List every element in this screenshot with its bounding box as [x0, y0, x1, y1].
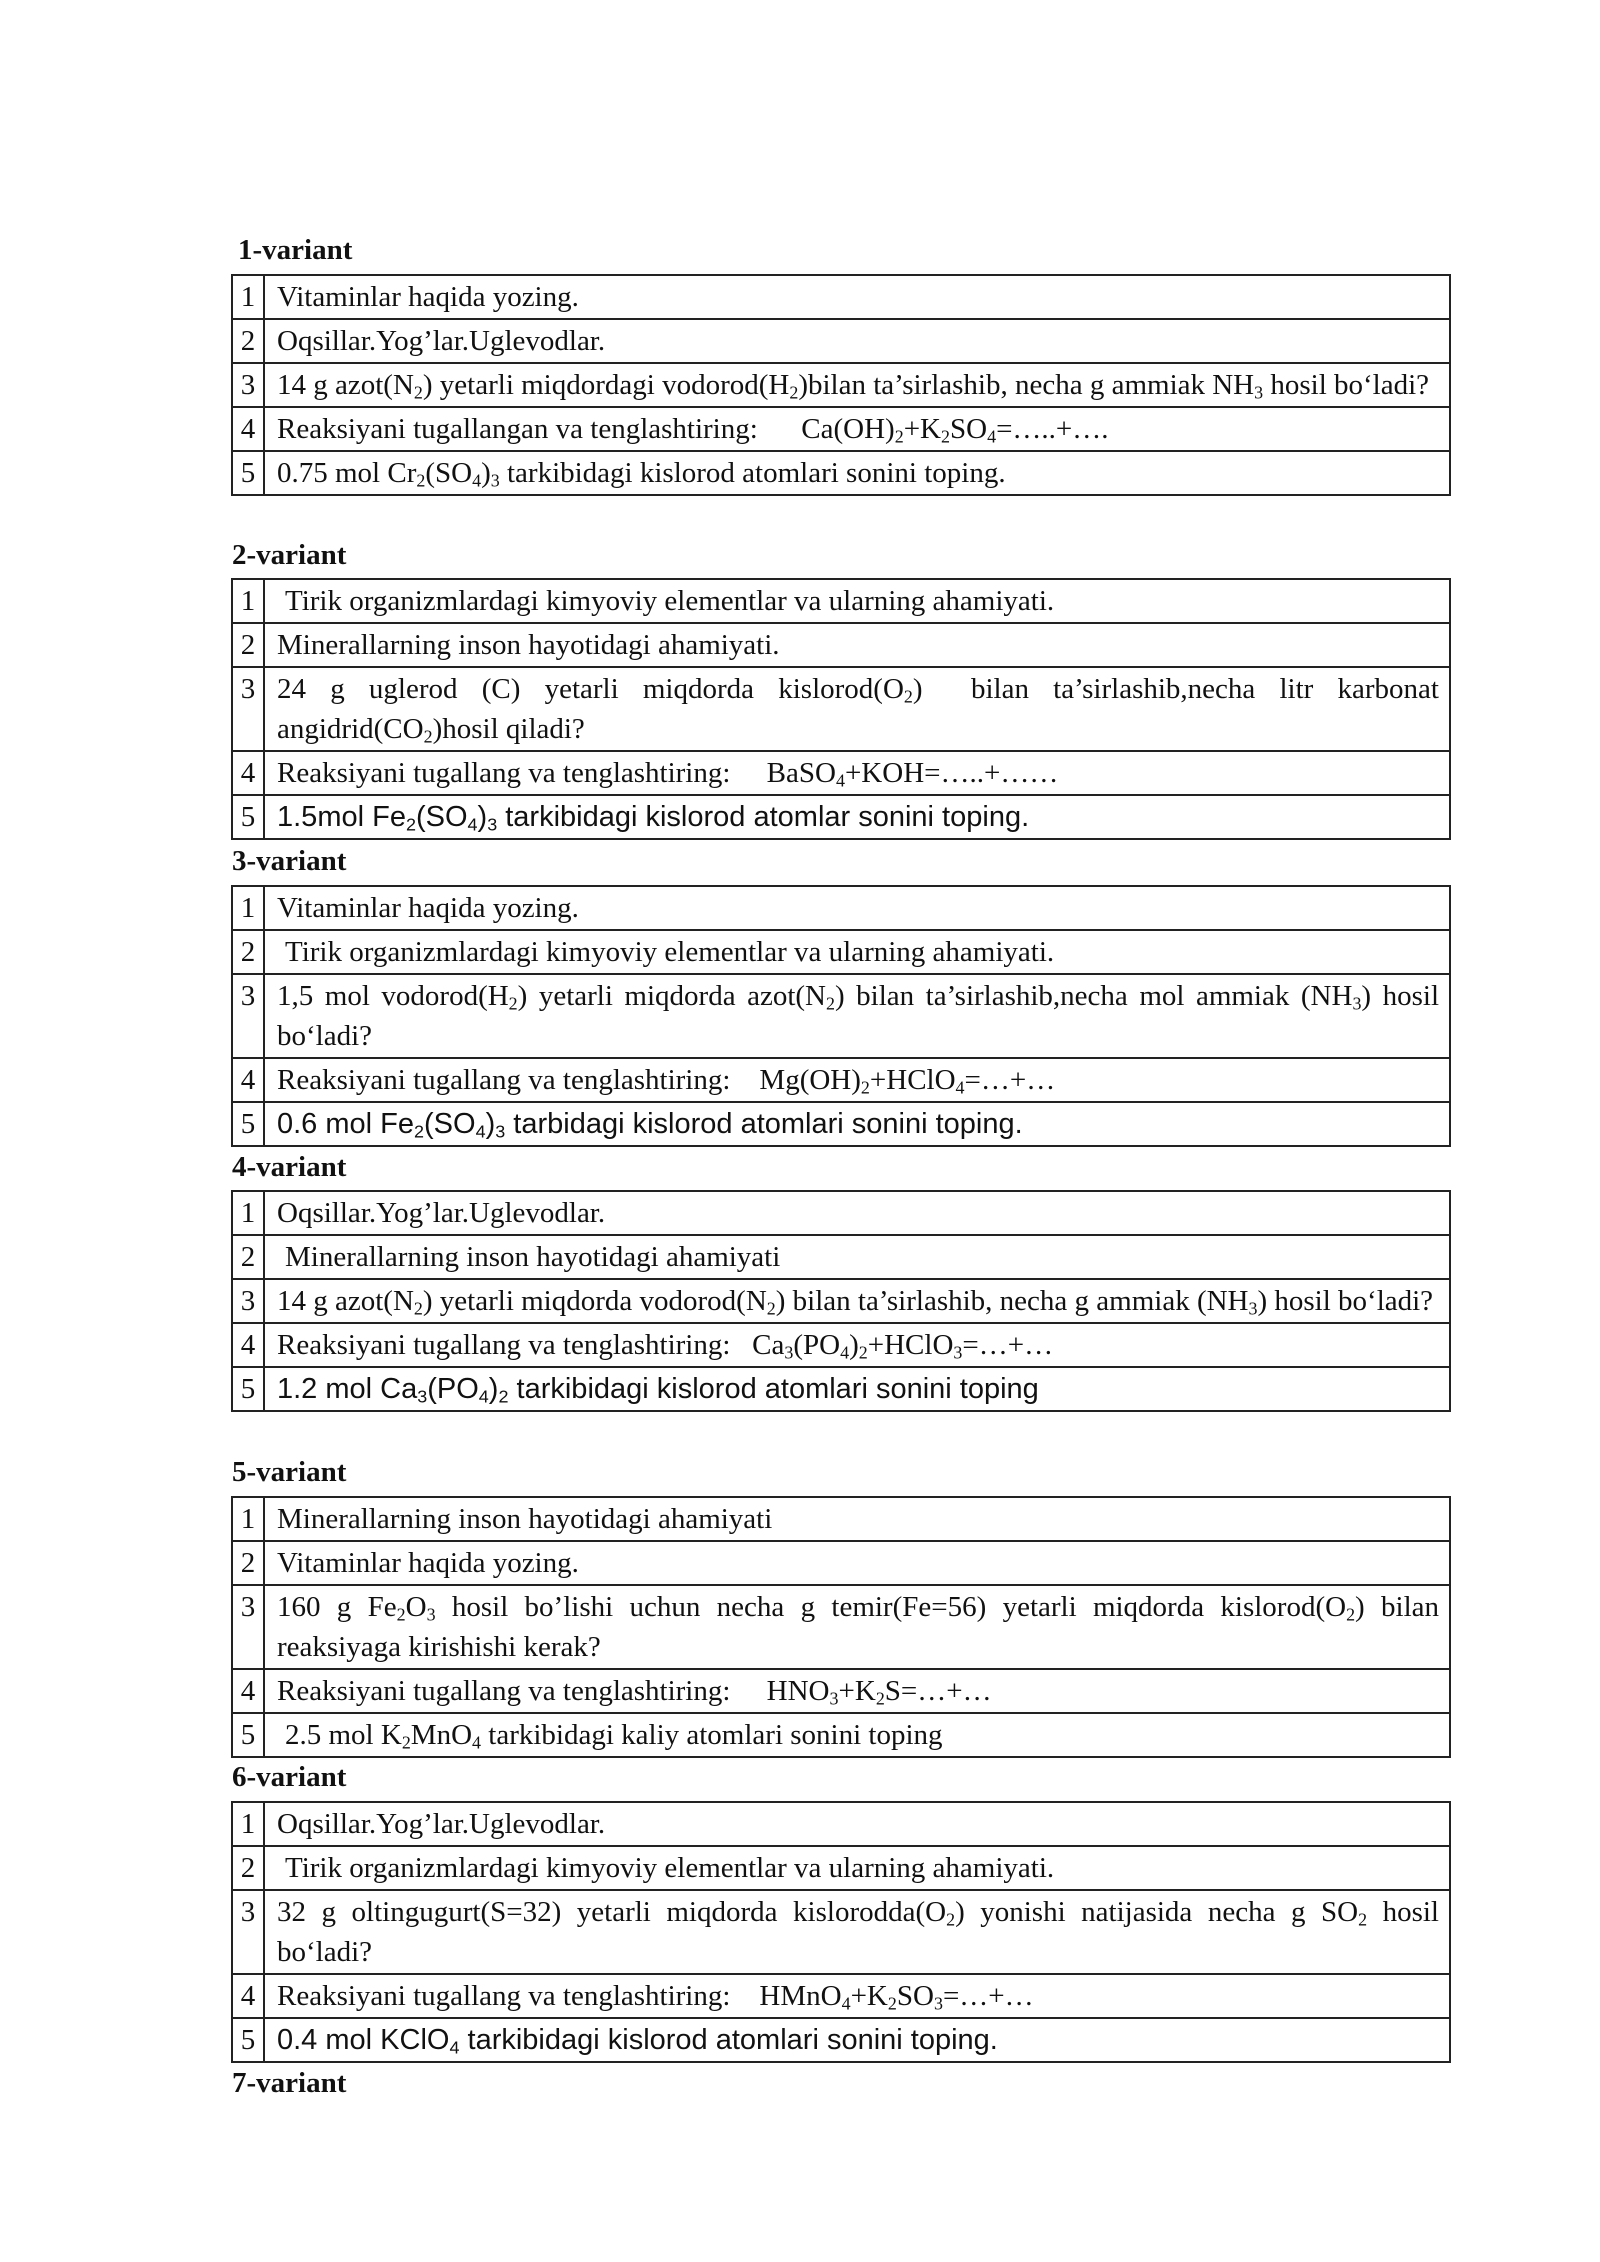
question-text: 0.6 mol $Fe_2(SO_4)_3$ tarbidagi kislorod atomlari sonini toping.: [264, 1102, 1450, 1146]
question-row: [232, 1974, 1450, 2018]
question-text: 24 g uglerod (C) yetarli miqdorda $kislorod(O_2)$ bilan ta’sirlashib,necha litr karbonat $angidrid(CO_2)hosil$ qiladi?: [264, 667, 1450, 751]
question-text: 14 g $azot(N_2)$ yetarli miqdordagi $vodorod(H_2)bilan$ ta’sirlashib, necha g ammiak $NH_3$ hosil bo‘ladi?: [264, 363, 1450, 407]
question-number: 3: [232, 363, 264, 407]
question-text: Reaksiyani tugallang va tenglashtiring: $Ca_3(PO_4)_2+HClO_3=\dots+\dots$: [264, 1323, 1450, 1367]
question-text: 2.5 mol $K_2MnO_4$ tarkibidagi kaliy atomlari sonini toping: [264, 1713, 1450, 1757]
variant-table: [231, 1801, 1451, 2063]
question-text: Tirik organizmlardagi kimyoviy elementlar va ularning ahamiyati.: [264, 579, 1450, 623]
variant-title: 6-variant: [232, 1761, 347, 1793]
question-text: 1.2 mol $Ca_3(PO_4)_2$ tarkibidagi kislorod atomlari sonini toping: [264, 1367, 1450, 1411]
question-row: [232, 1846, 1450, 1890]
question-text: 0.75 mol $Cr_2(SO_4)_3$ tarkibidagi kislorod atomlari sonini toping.: [264, 451, 1450, 495]
variant-table: [231, 274, 1451, 496]
variant-title: 2-variant: [232, 539, 347, 571]
question-number: 1: [232, 1802, 264, 1846]
question-text: Reaksiyani tugallang va tenglashtiring: $Mg(OH)_2+HClO_4=\dots+\dots$: [264, 1058, 1450, 1102]
question-text: Oqsillar.Yog’lar.Uglevodlar.: [264, 319, 1450, 363]
question-row: [232, 1191, 1450, 1235]
question-row: [232, 407, 1450, 451]
question-row: [232, 275, 1450, 319]
question-text: Tirik organizmlardagi kimyoviy elementlar va ularning ahamiyati.: [264, 930, 1450, 974]
question-number: 1: [232, 579, 264, 623]
question-text: Minerallarning inson hayotidagi ahamiyati.: [264, 623, 1450, 667]
question-row: [232, 451, 1450, 495]
question-number: 2: [232, 319, 264, 363]
question-number: 3: [232, 1279, 264, 1323]
question-row: [232, 1541, 1450, 1585]
question-number: 4: [232, 1058, 264, 1102]
variant-title: 5-variant: [232, 1456, 347, 1488]
question-row: [232, 1279, 1450, 1323]
question-text: Tirik organizmlardagi kimyoviy elementlar va ularning ahamiyati.: [264, 1846, 1450, 1890]
variant-table: [231, 1190, 1451, 1412]
question-row: [232, 1890, 1450, 1974]
question-number: 5: [232, 795, 264, 839]
question-text: 14 g $azot(N_2)$ yetarli miqdorda $vodorod(N_2)$ bilan ta’sirlashib, necha g ammiak $(NH_3)$ hosil bo‘ladi?: [264, 1279, 1450, 1323]
variant-table: [231, 578, 1451, 840]
question-row: [232, 319, 1450, 363]
question-row: [232, 1323, 1450, 1367]
question-number: 3: [232, 1585, 264, 1669]
question-number: 2: [232, 930, 264, 974]
question-number: 2: [232, 623, 264, 667]
question-text: Reaksiyani tugallang va tenglashtiring: $HNO_3+K_2S=\dots+\dots$: [264, 1669, 1450, 1713]
variant-table: [231, 1496, 1451, 1758]
question-number: 3: [232, 1890, 264, 1974]
question-row: [232, 1058, 1450, 1102]
question-number: 5: [232, 451, 264, 495]
question-number: 1: [232, 1497, 264, 1541]
question-text: Oqsillar.Yog’lar.Uglevodlar.: [264, 1191, 1450, 1235]
question-number: 3: [232, 974, 264, 1058]
question-number: 5: [232, 1367, 264, 1411]
question-row: [232, 363, 1450, 407]
question-text: Vitaminlar haqida yozing.: [264, 886, 1450, 930]
question-number: 4: [232, 1974, 264, 2018]
question-number: 4: [232, 1323, 264, 1367]
question-row: [232, 579, 1450, 623]
question-row: [232, 2018, 1450, 2062]
question-row: [232, 1585, 1450, 1669]
question-row: [232, 1713, 1450, 1757]
question-number: 4: [232, 407, 264, 451]
question-row: [232, 1802, 1450, 1846]
question-row: [232, 1235, 1450, 1279]
question-row: [232, 795, 1450, 839]
question-number: 2: [232, 1235, 264, 1279]
question-number: 1: [232, 1191, 264, 1235]
question-text: Reaksiyani tugallang va tenglashtiring: $HMnO_4+K_2SO_3=\dots+\dots$: [264, 1974, 1450, 2018]
question-number: 1: [232, 886, 264, 930]
question-row: [232, 1102, 1450, 1146]
question-number: 2: [232, 1541, 264, 1585]
question-number: 4: [232, 1669, 264, 1713]
variant-title: 7-variant: [232, 2067, 347, 2099]
question-text: 32 g oltingugurt(S=32) yetarli miqdorda $kislorodda(O_2)$ yonishi natijasida necha g $SO_2$ hosil bo‘ladi?: [264, 1890, 1450, 1974]
question-number: 2: [232, 1846, 264, 1890]
question-text: Vitaminlar haqida yozing.: [264, 1541, 1450, 1585]
question-row: [232, 751, 1450, 795]
question-text: 1,5 mol $vodorod(H_2)$ yetarli miqdorda $azot(N_2)$ bilan ta’sirlashib,necha mol ammiak $(NH_3)$ hosil bo‘ladi?: [264, 974, 1450, 1058]
question-text: Reaksiyani tugallang va tenglashtiring: BaSO$_4$+KOH=…..+……: [264, 751, 1450, 795]
question-row: [232, 1367, 1450, 1411]
question-text: Vitaminlar haqida yozing.: [264, 275, 1450, 319]
question-number: 5: [232, 1713, 264, 1757]
question-number: 3: [232, 667, 264, 751]
question-number: 5: [232, 2018, 264, 2062]
question-row: [232, 1669, 1450, 1713]
question-row: [232, 667, 1450, 751]
variant-table: [231, 885, 1451, 1147]
variant-title: 3-variant: [232, 845, 347, 877]
question-text: Minerallarning inson hayotidagi ahamiyati: [264, 1497, 1450, 1541]
question-row: [232, 623, 1450, 667]
question-number: 4: [232, 751, 264, 795]
question-text: 0.4 mol KClO$_4$ tarkibidagi kislorod atomlari sonini toping.: [264, 2018, 1450, 2062]
variant-title: 1-variant: [238, 234, 353, 266]
question-text: Oqsillar.Yog’lar.Uglevodlar.: [264, 1802, 1450, 1846]
question-row: [232, 1497, 1450, 1541]
question-number: 5: [232, 1102, 264, 1146]
question-number: 1: [232, 275, 264, 319]
question-text: 1.5mol $Fe_2(SO_4)_3$ tarkibidagi kislorod atomlar sonini toping.: [264, 795, 1450, 839]
question-text: Minerallarning inson hayotidagi ahamiyati: [264, 1235, 1450, 1279]
question-text: 160 g $Fe_2O_3$ hosil bo’lishi uchun necha g temir(Fe=56) yetarli miqdorda $kislorod(O_2)$ bilan reaksiyaga kirishishi kerak?: [264, 1585, 1450, 1669]
question-row: [232, 974, 1450, 1058]
question-row: [232, 886, 1450, 930]
variant-title: 4-variant: [232, 1151, 347, 1183]
question-text: Reaksiyani tugallangan va tenglashtiring: $Ca(OH)_2+K_2SO_4=\dots..+\dots$.: [264, 407, 1450, 451]
question-row: [232, 930, 1450, 974]
